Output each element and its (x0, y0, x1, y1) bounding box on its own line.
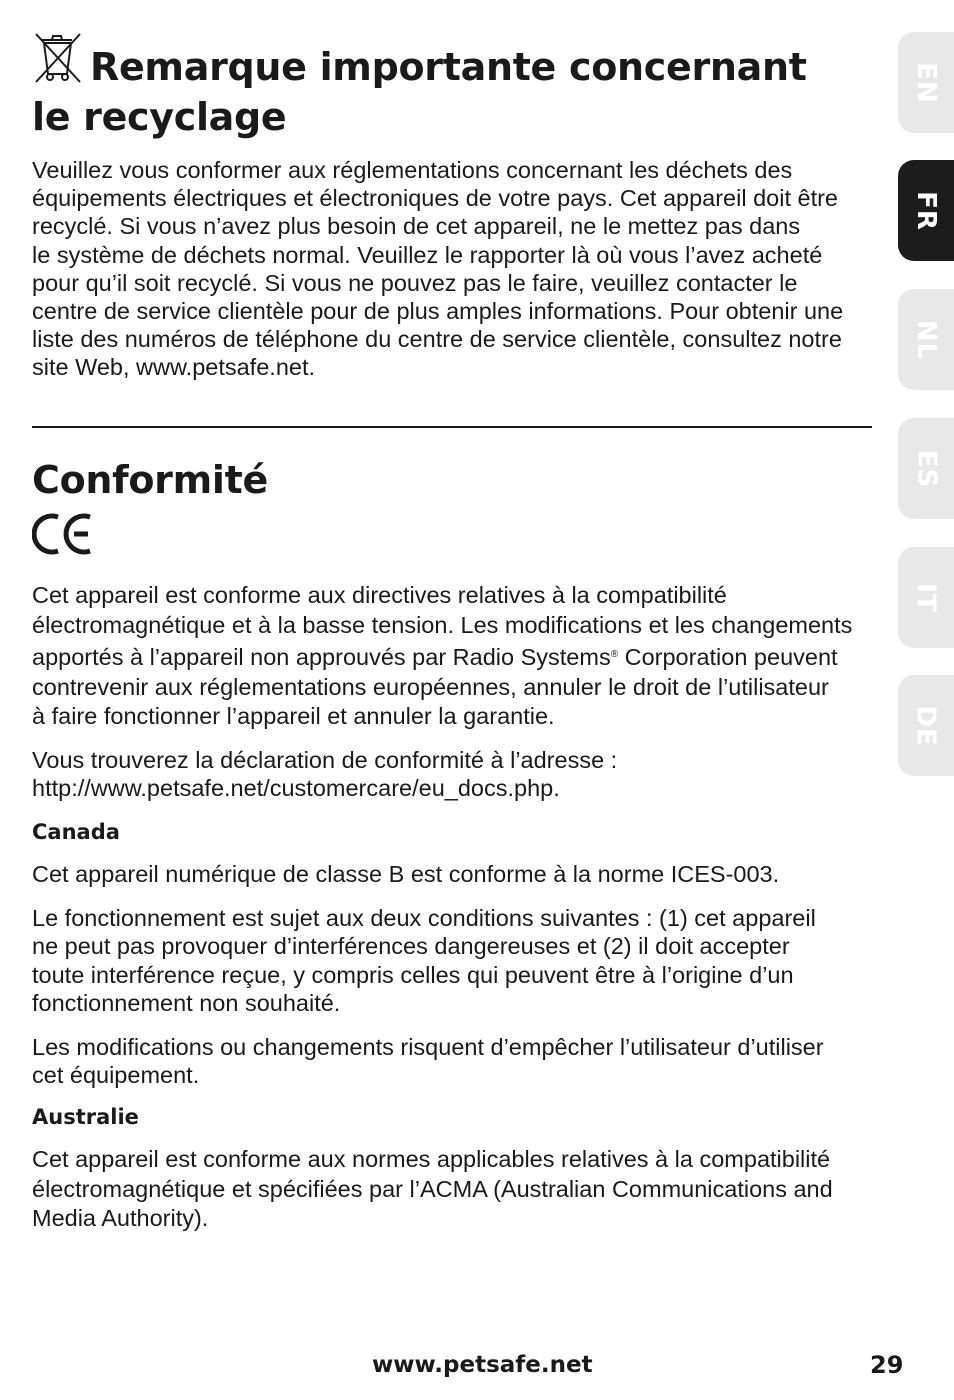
tab-label: DE (911, 704, 941, 747)
ce-mark-icon (32, 511, 94, 557)
recycling-line: centre de service clientèle pour de plus amples informations. Pour obtenir une (32, 298, 844, 325)
conformity-paragraph-2 (32, 746, 872, 802)
recycling-title-line2: le recyclage (32, 95, 287, 139)
australia-line: Cet appareil est conforme aux normes applicables relatives à la compatibilité (32, 1146, 831, 1173)
canada-paragraph-2 (32, 904, 872, 1017)
australia-line: Media Authority). (32, 1205, 209, 1232)
tab-it[interactable] (898, 547, 954, 648)
canada-line: toute interférence reçue, y compris celles qui peuvent être à l’origine d’un (32, 961, 794, 988)
conformity-line-tail: Corporation peuvent (618, 644, 838, 670)
canada-line: Les modifications ou changements risquent d’empêcher l’utilisateur d’utiliser (32, 1033, 824, 1060)
conformity-paragraph-1 (32, 581, 872, 732)
canada-heading: Canada (32, 819, 120, 844)
page-number: 29 (870, 1351, 904, 1379)
recycling-line: recyclé. Si vous n’avez plus besoin de cet appareil, ne le mettez pas dans (32, 213, 801, 240)
tab-label: FR (911, 190, 941, 231)
conformity-line: Cet appareil est conforme aux directives relatives à la compatibilité (32, 582, 727, 608)
recycling-paragraph (32, 156, 872, 382)
conformity-section (32, 455, 872, 1234)
conformity-line: apportés à l’appareil non approuvés par Radio Systems (32, 644, 611, 670)
recycling-line: équipements électriques et électroniques de votre pays. Cet appareil doit être (32, 185, 838, 212)
crossed-out-wheelie-bin-icon (32, 30, 84, 86)
tab-nl[interactable] (898, 289, 954, 390)
recycling-line: pour qu’il soit recyclé. Si vous ne pouvez pas le faire, veuillez contacter le (32, 269, 798, 296)
canada-paragraph-1: Cet appareil numérique de classe B est conforme à la norme ICES-003. (32, 860, 780, 887)
recycling-title-line1: Remarque importante concernant (90, 45, 807, 89)
conformity-title: Conformité (32, 458, 268, 502)
australia-heading: Australie (32, 1105, 139, 1130)
australia-line: électromagnétique et spécifiées par l’ACMA (Australian Communications and (32, 1175, 833, 1202)
section-divider (32, 426, 872, 428)
tab-es[interactable] (898, 418, 954, 519)
australia-paragraph (32, 1145, 872, 1234)
tab-de[interactable] (898, 675, 954, 776)
footer-url: www.petsafe.net (372, 1352, 593, 1378)
canada-line: cet équipement. (32, 1062, 200, 1089)
tab-label: NL (910, 319, 941, 360)
canada-paragraph-3 (32, 1033, 872, 1089)
recycling-title (32, 30, 872, 142)
canada-line: fonctionnement non souhaité. (32, 989, 341, 1016)
canada-line: Le fonctionnement est sujet aux deux conditions suivantes : (1) cet appareil (32, 905, 816, 932)
recycling-line: liste des numéros de téléphone du centre de service clientèle, consultez notre (32, 326, 842, 353)
tab-label: EN (911, 61, 941, 104)
tab-label: ES (911, 449, 941, 488)
tab-fr[interactable] (898, 160, 954, 261)
recycling-line: site Web, www.petsafe.net. (32, 354, 316, 381)
recycling-line: Veuillez vous conformer aux réglementations concernant les déchets des (32, 157, 793, 183)
recycling-line: le système de déchets normal. Veuillez le rapporter là où vous l’avez acheté (32, 241, 823, 268)
tab-label: IT (910, 582, 941, 613)
conformity-line: électromagnétique et à la basse tension. Les modifications et les changements (32, 611, 853, 638)
conformity-line: contrevenir aux réglementations européennes, annuler le droit de l’utilisateur (32, 673, 829, 700)
registered-mark: ® (610, 649, 619, 660)
tab-en[interactable] (898, 32, 954, 133)
conformity-line: à faire fonctionner l’appareil et annuler la garantie. (32, 703, 555, 729)
recycling-section (32, 30, 872, 382)
conformity-line: Vous trouverez la déclaration de conformité à l’adresse : (32, 746, 618, 773)
declaration-url: http://www.petsafe.net/customercare/eu_docs.php. (32, 774, 560, 801)
canada-line: ne peut pas provoquer d’interférences dangereuses et (2) il doit accepter (32, 933, 790, 960)
